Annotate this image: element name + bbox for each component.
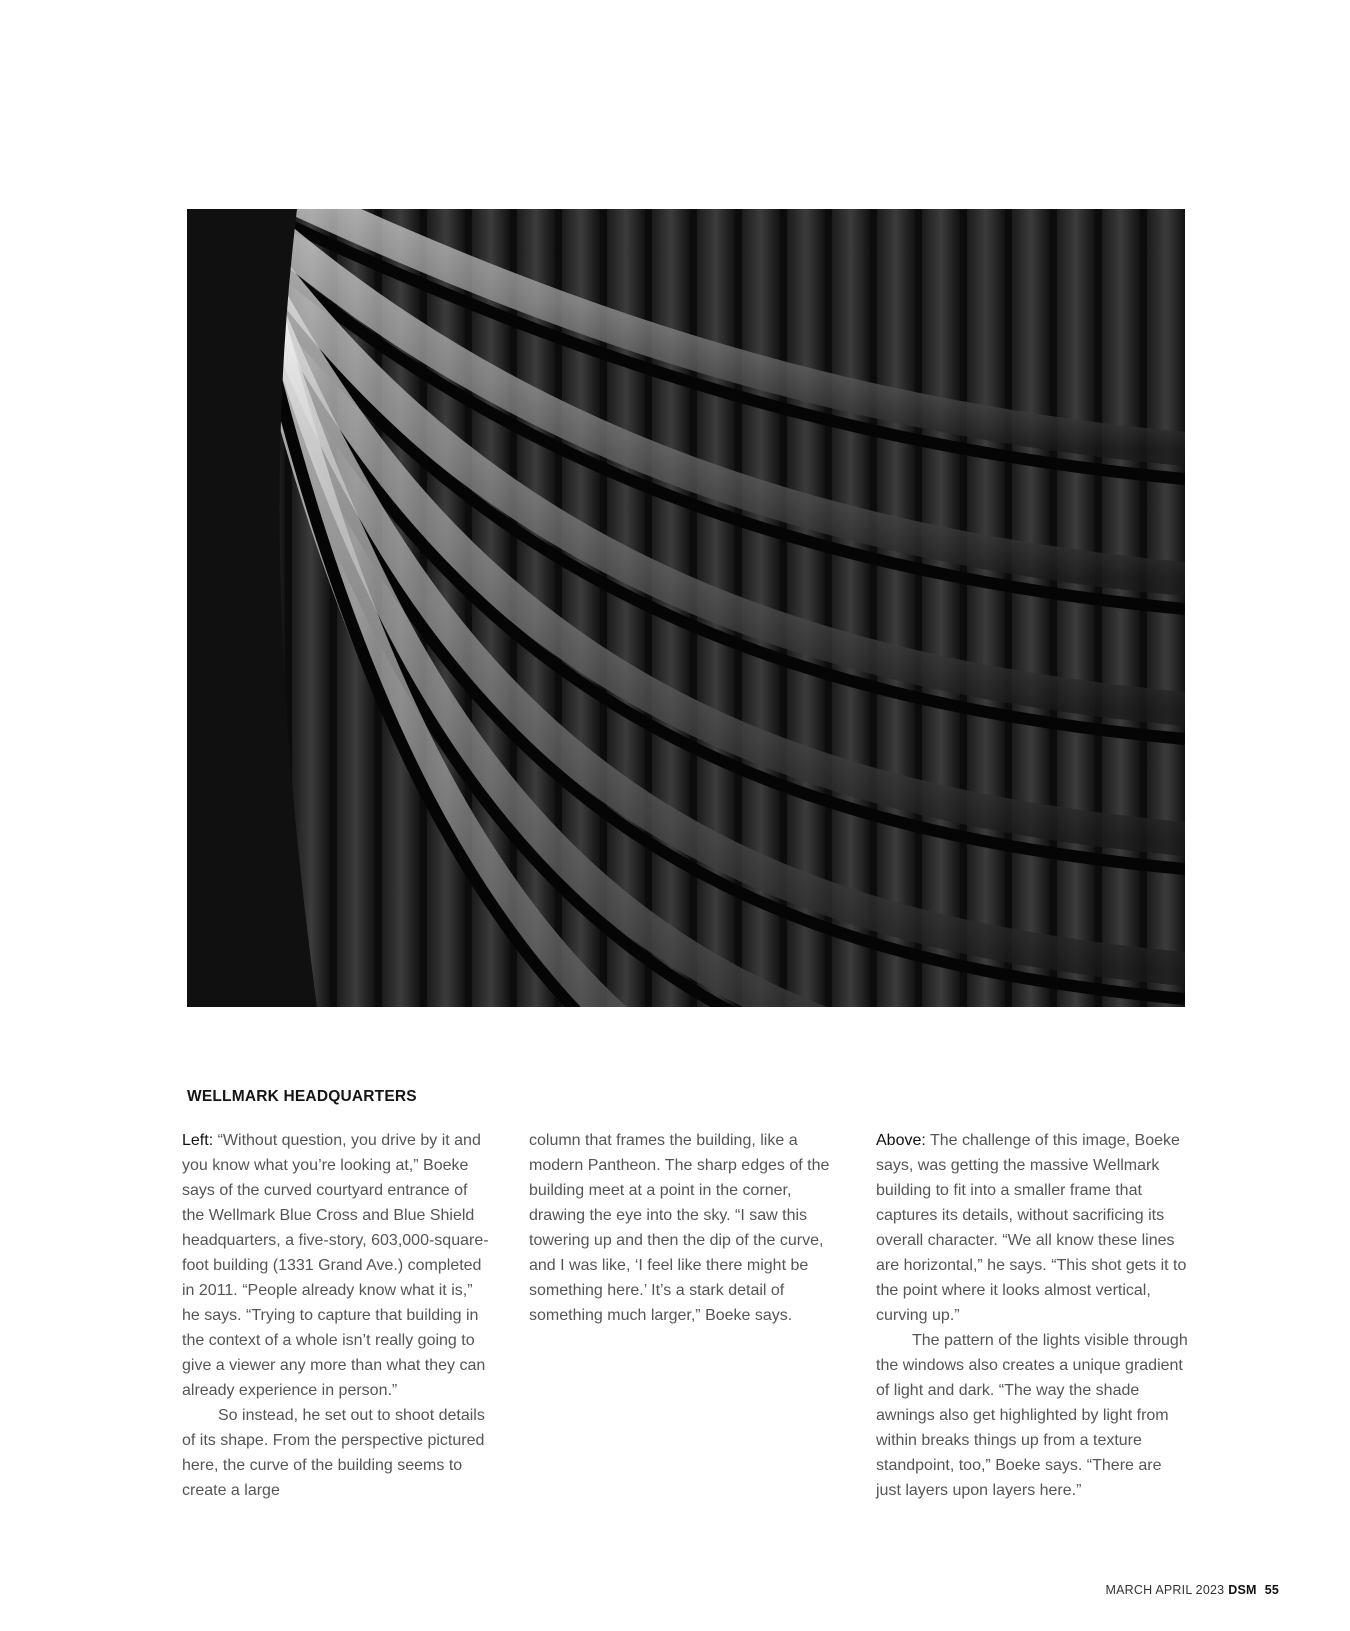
page-number: 55 xyxy=(1264,1583,1279,1597)
article-heading: WELLMARK HEADQUARTERS xyxy=(187,1088,417,1105)
glass-pane xyxy=(922,209,960,1007)
glass-pane xyxy=(1057,209,1095,1007)
column1-text-1: “Without question, you drive by it and you know what you’re looking at,” Boeke says of the curved courtyard entrance of the Wellmark Blue Cross and Blue Shield headquarters, a five-story, 603,000-square-foot building (1331 Grand Ave.) completed in 2011. “People already know what it is,” he says. “Trying to capture that building in the context of a whole isn’t really going to give a viewer any more than what they can already experience in person.” xyxy=(182,1132,489,1399)
glass-pane xyxy=(967,209,1005,1007)
glass-pane xyxy=(877,209,915,1007)
text-column-1 xyxy=(182,1128,494,1503)
column3-paragraph-1 xyxy=(876,1128,1188,1328)
column1-paragraph-2: So instead, he set out to shoot details of its shape. From the perspective pictured here, the curve of the building seems to create a large xyxy=(182,1407,485,1499)
column3-text-1: The challenge of this image, Boeke says, was getting the massive Wellmark building to fit into a smaller frame that captures its details, without sacrificing its overall character. “We all know these lines are horizontal,” he says. “This shot gets it to the point where it looks almost vertical, curving up.” xyxy=(876,1132,1187,1324)
above-caption-label: Above: xyxy=(876,1132,926,1149)
left-caption-label: Left: xyxy=(182,1132,214,1149)
column2-paragraph-1: column that frames the building, like a modern Pantheon. The sharp edges of the building meet at a point in the corner, drawing the eye into the sky. “I saw this towering up and then the dip of the curve, and I was like, ‘I feel like there might be something here.’ It’s a stark detail of something much larger,” Boeke says. xyxy=(529,1132,830,1324)
text-column-3 xyxy=(876,1128,1188,1503)
column3-paragraph-2: The pattern of the lights visible through the windows also creates a unique gradient of light and dark. “The way the shade awnings also get highlighted by light from within breaks things up from a texture standpoint, too,” Boeke says. “There are just layers upon layers here.” xyxy=(876,1332,1188,1499)
magazine-name: DSM xyxy=(1228,1583,1257,1597)
column1-paragraph-1 xyxy=(182,1128,494,1403)
glass-pane xyxy=(1012,209,1050,1007)
facade-image xyxy=(187,209,1185,1007)
issue-date: MARCH APRIL 2023 xyxy=(1105,1583,1225,1597)
building-photo xyxy=(187,209,1185,1007)
page-footer xyxy=(1106,1583,1279,1597)
text-column-2 xyxy=(529,1128,841,1328)
